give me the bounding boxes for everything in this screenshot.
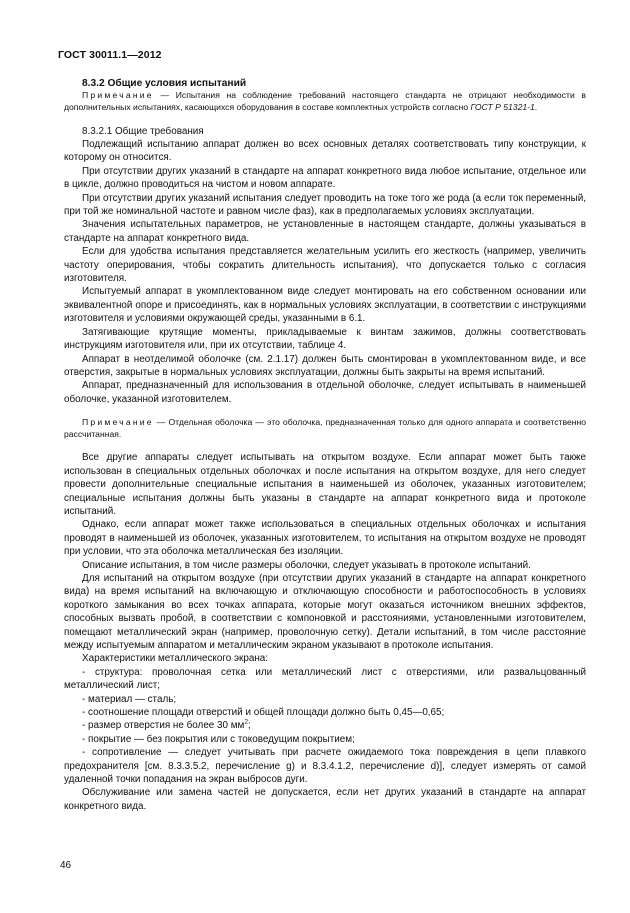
list-item: - сопротивление — следует учитывать при расчете ожидаемого тока повреждения в цепи плавкого предохранителя [см. 8.3.3.5.2, перечисление g) и 8.3.4.1.2, перечисление d)], следует измерять от самой удаленной точки попадания на экран выбросов дуги. [64, 747, 586, 786]
paragraph: Однако, если аппарат может также использоваться в специальных отдельных оболочках и испытания проводят в наименьшей из оболочек, указанных изготовителем, то испытания на открытом воздухе не проводят при условии, что эта оболочка металлическая без изоляции. [64, 519, 586, 558]
list-item: - материал — сталь; [82, 693, 177, 705]
list-item [64, 719, 586, 732]
superscript: 2 [244, 719, 248, 727]
paragraph: Аппарат в неотделимой оболочке (см. 2.1.17) должен быть смонтирован в укомплектованном виде, и все отверстия, закрытые в нормальных условиях эксплуатации, должны быть закрыты на время испытаний. [64, 353, 586, 378]
paragraph: Испытуемый аппарат в укомплектованном виде следует монтировать на его собственном основании или эквивалентной опоре и присоединять, как в нормальных условиях эксплуатации, в соответствии с инструкциями изготовителя и условиями окружающей среды, указанными в 6.1. [64, 286, 586, 325]
note-1-text: — Испытания на соблюдение требований настоящего стандарта не отрицают необходимости в дополнительных испытаниях, касающихся оборудования в составе комплектных устройств согласно [64, 90, 587, 112]
page-content [64, 77, 586, 813]
paragraph: Характеристики металлического экрана: [82, 653, 269, 665]
section-title: 8.3.2 Общие условия испытаний [82, 78, 247, 89]
paragraph: При отсутствии других указаний в стандарте на аппарат конкретного вида любое испытание, отдельное или в цикле, должно проводиться на чистом и новом аппарате. [64, 165, 586, 191]
note-1-reference: ГОСТ Р 51321-1 [470, 102, 535, 112]
list-item: - соотношение площади отверстий и общей площади должно быть 0,45—0,65; [82, 707, 445, 719]
note-1-label: Примечание [82, 90, 154, 101]
list-item-text: - размер отверстия не более 30 мм [82, 720, 245, 732]
subsection-title: 8.3.2.1 Общие требования [82, 125, 204, 137]
paragraph: Обслуживание или замена частей не допускается, если нет других указаний в стандарте на аппарат конкретного вида. [64, 787, 586, 812]
paragraph: Описание испытания, в том числе размеры оболочки, следует указывать в протоколе испытаний. [82, 559, 531, 571]
paragraph: Подлежащий испытанию аппарат должен во всех основных деталях соответствовать типу конструкции, к которому он относится. [64, 139, 586, 164]
note-2-label: Примечание [82, 417, 154, 428]
note-2 [64, 417, 586, 440]
list-item-end: ; [247, 720, 251, 732]
paragraph: Все другие аппараты следует испытывать на открытом воздухе. Если аппарат может быть также использован в специальных отдельных оболочках и после испытания на открытом воздухе, для него следует провести дополнительные специальные испытания в наименьшей из оболочек, указанных изготовителем; специальные испытания должны быть указаны в стандарте на аппарат конкретного вида и протоколе испытаний. [64, 452, 586, 517]
paragraph: Аппарат, предназначенный для использования в отдельной оболочке, следует испытывать в наименьшей оболочке, указанной изготовителем. [64, 380, 586, 405]
paragraph: Если для удобства испытания представляется желательным усилить его жесткость (например, увеличить частоту оперирования, чтобы сократить длительность испытания), что допускается только с согласия изготовителя. [64, 246, 586, 285]
note-2-text: — Отдельная оболочка — это оболочка, предназначенная только для одного аппарата и соответственно рассчитанная. [64, 417, 586, 439]
document-header: ГОСТ 30011.1—2012 [58, 49, 162, 61]
paragraph: При отсутствии других указаний испытания следует проводить на токе того же рода (а если ток переменный, при той же номинальной частоте и равном числе фаз), как в предполагаемых условиях эксплуатации. [64, 192, 586, 218]
list-item: - покрытие — без покрытия или с токоведущим покрытием; [82, 733, 355, 745]
paragraph: Значения испытательных параметров, не установленные в настоящем стандарте, должны указываться в стандарте на аппарат конкретного вида. [64, 219, 586, 244]
note-1: Примечание — Испытания на соблюдение требований настоящего стандарта не отрицают необходимости в дополнительных испытаниях, касающихся оборудования в составе комплектных устройств согласно ГОСТ Р 51321-1. [64, 90, 587, 112]
list-item: - структура: проволочная сетка или металлический лист с отверстиями, или развальцованный металлический лист; [64, 666, 586, 692]
paragraph: Затягивающие крутящие моменты, прикладываемые к винтам зажимов, должны соответствовать инструкциям изготовителя или, при их отсутствии, таблице 4. [64, 326, 586, 352]
paragraph: Для испытаний на открытом воздухе (при отсутствии других указаний в стандарте на аппарат конкретного вида) на время испытаний на включающую и отключающую способности и работоспособность в условиях короткого замыкания во всех точках аппарата, которые могут оказаться источником внешних эффектов, способных вызвать пробой, в соответствии с компоновкой и расстояниями, установленными изготовителем, помещают металлический экран (например, проволочную сетку). Детали испытаний, в том числе расстояние между испытуемым аппаратом и металлическим экраном указывают в протоколе испытания. [64, 572, 586, 651]
page-number: 46 [60, 860, 72, 871]
